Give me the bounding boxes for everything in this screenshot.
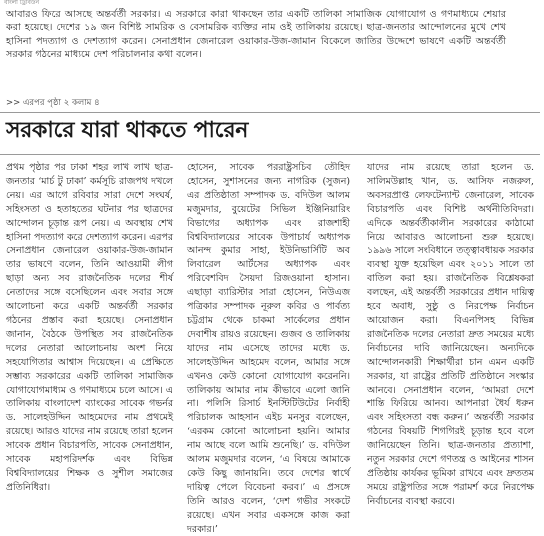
article-column-2	[187, 161, 350, 535]
continuation-note: >> এরপর পৃষ্ঠা ২ কলাম ৪	[6, 98, 100, 108]
page-header-strip: বাংলা ট্রিবিউন	[4, 0, 40, 6]
article-column-3	[367, 161, 534, 507]
column-text: যাদের নাম রয়েছে তারা হলেন ড. সালিমউল্লাহ খান, ড. আসিফ নজরুল, অবসরপ্রাপ্ত লেফটেন্যান্ট জেনারেল, সাবেক বিচারপতি এবং বিশিষ্ট অর্থনীতিবিদরা। এদিকে অন্তর্বর্তীকালীন সরকারের কাঠামো নিয়ে আবারও আলোচনা শুরু হয়েছে। ১৯৯৬ সালে সংবিধানে তত্ত্বাবধায়ক সরকার ব্যবস্থা যুক্ত হয়েছিল এবং ২০১১ সালে তা বাতিল করা হয়। রাজনৈতিক বিশ্লেষকরা বলছেন, এই অন্তর্বর্তী সরকারের প্রধান দায়িত্ব হবে অবাধ, সুষ্ঠু ও নিরপেক্ষ নির্বাচন আয়োজন করা। বিএনপিসহ বিভিন্ন রাজনৈতিক দলের নেতারা দ্রুত সময়ের মধ্যে নির্বাচনের দাবি জানিয়েছেন। অন্যদিকে আন্দোলনকারী শিক্ষার্থীরা চান এমন একটি সরকার, যা রাষ্ট্রের প্রতিটি প্রতিষ্ঠানে সংস্কার আনবে। সেনাপ্রধান বলেন, ‘আমরা দেশে শান্তি ফিরিয়ে আনব। আপনারা ধৈর্য ধরুন এবং সহিংসতা বন্ধ করুন।’ অন্তর্বর্তী সরকার গঠনের বিষয়টি শিগগিরই চূড়ান্ত হবে বলে জানিয়েছেন তিনি। ছাত্র-জনতার প্রত্যাশা, নতুন সরকার দেশে গণতন্ত্র ও আইনের শাসন প্রতিষ্ঠায় কার্যকর ভূমিকা রাখবে এবং দ্রুততম সময়ে রাষ্ট্রপতির সঙ্গে পরামর্শ করে নিরপেক্ষ নির্বাচনের ব্যবস্থা করবে।	[367, 162, 534, 507]
lead-story	[6, 8, 506, 62]
divider-top	[0, 112, 540, 113]
column-text: হোসেন, সাবেক পররাষ্ট্রসচিব তৌহিদ হোসেন, সুশাসনের জন্য নাগরিক (সুজন) এর প্রতিষ্ঠাতা সম্পাদক ড. বদিউল আলম মজুমদার, বুয়েটের সিভিল ইঞ্জিনিয়ারিং বিভাগের অধ্যাপক এবং রাজশাহী বিশ্ববিদ্যালয়ের সাবেক উপাচার্য অধ্যাপক আনন্দ কুমার সাহা, ইউনিভার্সিটি অব লিবারেল আর্টসের অধ্যাপক এবং পরিবেশবিদ সৈয়দা রিজওয়ানা হাসান। এছাড়া ব্যারিস্টার সারা হোসেন, নিউএজ পত্রিকার সম্পাদক নূরুল কবির ও পার্বত্য চট্টগ্রাম থেকে চাকমা সার্কেলের প্রধান দেবাশীষ রায়ও রয়েছেন। গুজব ও তালিকায় যাদের নাম এসেছে তাদের মধ্যে ড. সালেহউদ্দিন আহমেদ বলেন, আমার সঙ্গে এখনও কেউ কোনো যোগাযোগ করেননি। তালিকায় আমার নাম কীভাবে এলো জানি না। পলিসি রিসার্চ ইনস্টিটিউটের নির্বাহী পরিচালক আহসান এইচ মনসুর বলেছেন, ‘এরকম কোনো আলোচনা হয়নি। আমার নাম আছে বলে আমি শুনেছি।’ ড. বদিউল আলম মজুমদার বলেন, ‘এ বিষয়ে আমাকে কেউ কিছু জানায়নি। তবে দেশের স্বার্থে দায়িত্ব পেলে বিবেচনা করব।’ এ প্রসঙ্গে তিনি আরও বলেন, ‘দেশ গভীর সংকটে রয়েছে। এখন সবার একসঙ্গে কাজ করা দরকার।’	[187, 162, 350, 535]
article-column-1	[6, 161, 173, 493]
column-text: প্রথম পৃষ্ঠার পর ঢাকা শহর লাখ লাখ ছাত্র-জনতার ‘মার্চ টু ঢাকা’ কর্মসূচি রাজপথ দখলে নেয়। এর আগে রবিবার সারা দেশে সংঘর্ষ, সহিংসতা ও হতাহতের ঘটনার পর ছাত্রদের আন্দোলন চূড়ান্ত রূপ নেয়। এ অবস্থায় শেখ হাসিনা পদত্যাগ করে দেশত্যাগ করেন। এরপর সেনাপ্রধান জেনারেল ওয়াকার-উজ-জামান তার ভাষণে বলেন, তিনি আওয়ামী লীগ ছাড়া অন্য সব রাজনৈতিক দলের শীর্ষ নেতাদের সঙ্গে বসেছিলেন এবং সবার সঙ্গে আলোচনা করে একটি অন্তর্বর্তী সরকার গঠনের প্রস্তাব করা হয়েছে। সেনাপ্রধান জানান, বৈঠকে উপস্থিত সব রাজনৈতিক দলের নেতারা আলোচনায় অংশ নিয়ে সহযোগিতার আশ্বাস দিয়েছেন। এ প্রেক্ষিতে সম্ভাব্য সরকারের একটি তালিকা সামাজিক যোগাযোগমাধ্যম ও গণমাধ্যমে চলে আসে। এ তালিকায় বাংলাদেশ ব্যাংকের সাবেক গভর্নর ড. সালেহউদ্দিন আহমেদের নাম প্রথমেই রয়েছে। আরও যাদের নাম রয়েছে তারা হলেন সাবেক প্রধান বিচারপতি, সাবেক সেনাপ্রধান, সাবেক মহাপরিদর্শক এবং বিভিন্ন বিশ্ববিদ্যালয়ের শিক্ষক ও সুশীল সমাজের প্রতিনিধিরা।	[6, 162, 173, 493]
divider-headline	[0, 154, 540, 155]
article-headline: সরকারে যারা থাকতে পারেন	[6, 118, 249, 143]
lead-paragraph: আবারও ফিরে আসছে অন্তর্বর্তী সরকার। এ সরকারে কারা থাকছেন তার একটি তালিকা সামাজিক যোগাযোগ ও গণমাধ্যমে শেয়ার করা হয়েছে। দেশের ১৯ জন বিশিষ্ট সামরিক ও বেসামরিক ব্যক্তির নাম ওই তালিকায় রয়েছে। ছাত্র-জনতার আন্দোলনের মুখে শেখ হাসিনা পদত্যাগ ও দেশত্যাগ করেন। সেনাপ্রধান জেনারেল ওয়াকার-উজ-জামান বিকেলে জাতির উদ্দেশে ভাষণে একটি অন্তর্বর্তী সরকার গঠনের মাধ্যমে দেশ পরিচালনার কথা বলেন।	[6, 9, 506, 61]
